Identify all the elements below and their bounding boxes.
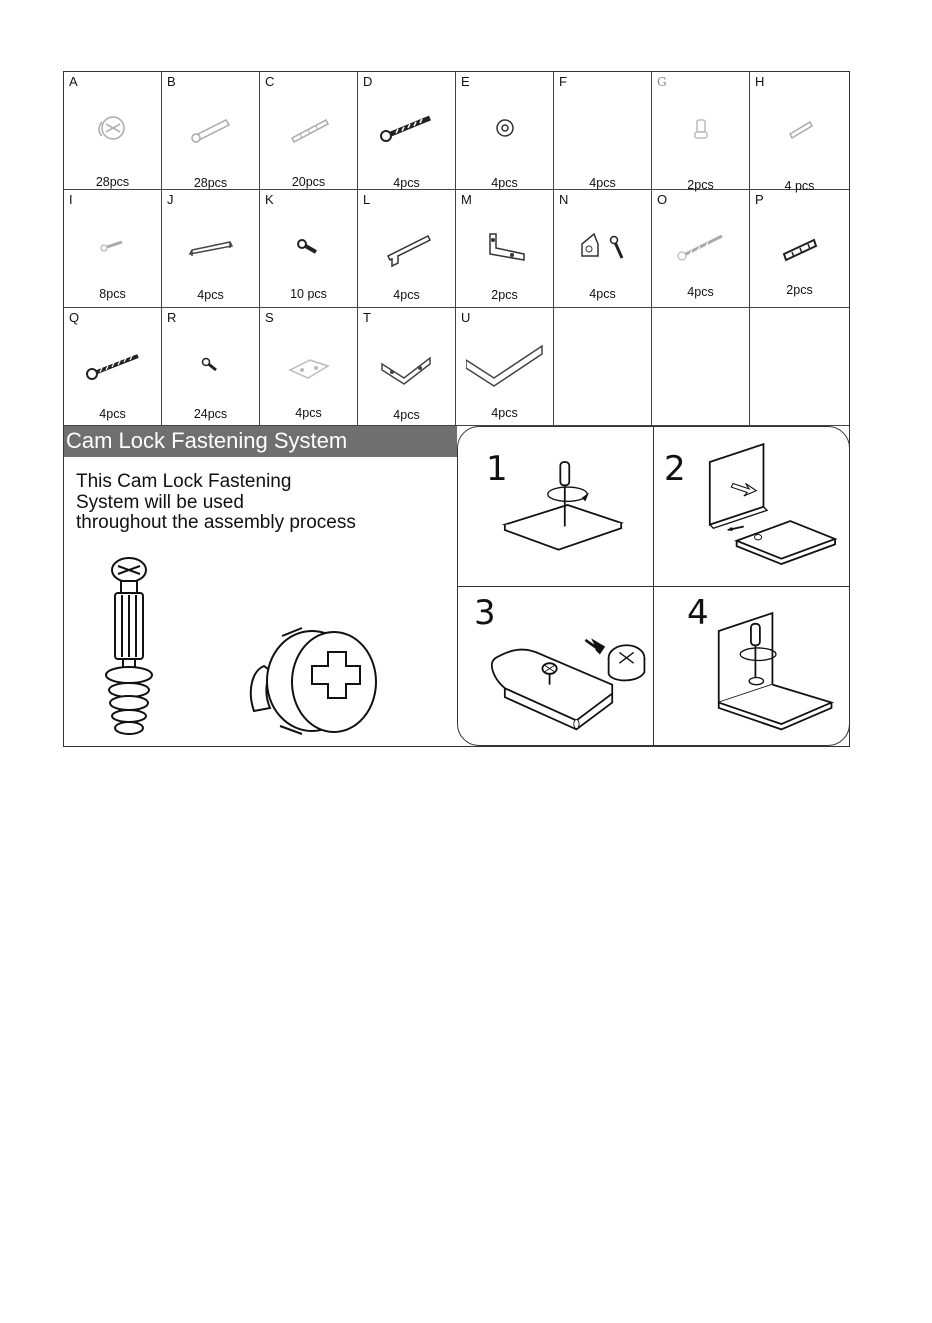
hardware-quantity: 10 pcs	[290, 287, 327, 301]
hardware-grid	[64, 72, 849, 426]
hardware-letter: T	[363, 310, 371, 325]
hardware-quantity: 4pcs	[393, 408, 420, 422]
step-number: 1	[486, 449, 508, 489]
hardware-item-r	[162, 308, 260, 426]
l-bracket-icon	[476, 214, 534, 276]
long-wood-screw-icon	[672, 214, 730, 276]
hardware-quantity: 4 pcs	[784, 179, 815, 193]
wall-plug-icon	[770, 214, 828, 276]
hardware-item-h	[750, 72, 849, 193]
join-panels-arrow-icon	[674, 439, 844, 579]
hardware-letter: N	[559, 192, 569, 207]
hardware-item-j	[162, 190, 260, 308]
hardware-item-f	[554, 72, 652, 190]
drawer-rail-bracket-icon	[378, 214, 436, 276]
hardware-item-i	[64, 190, 162, 308]
hardware-letter: G	[657, 75, 667, 89]
hardware-sheet	[63, 71, 850, 747]
hardware-letter: U	[461, 310, 471, 325]
assembly-step-4	[654, 587, 849, 746]
assembly-step-3	[458, 587, 654, 746]
hardware-item-e	[456, 72, 554, 190]
assembly-steps	[457, 426, 850, 746]
hardware-item-c	[260, 72, 358, 190]
insert-cam-lock-icon	[478, 599, 648, 739]
long-screw-icon	[378, 96, 436, 158]
handle-icon	[182, 214, 240, 276]
wood-screw-icon	[84, 332, 142, 394]
tighten-cam-lock-icon	[674, 599, 844, 739]
hardware-quantity: 4pcs	[491, 176, 518, 190]
cam-lock-description-line: throughout the assembly process	[76, 512, 356, 533]
hardware-letter: B	[167, 74, 176, 89]
hardware-quantity: 4pcs	[197, 288, 224, 302]
cam-bolt-icon	[182, 96, 240, 158]
hardware-item-u	[456, 308, 554, 426]
hardware-letter: K	[265, 192, 274, 207]
short-dowel-icon	[770, 96, 828, 158]
wood-dowel-icon	[280, 96, 338, 158]
hardware-letter: O	[657, 192, 668, 207]
hardware-letter: J	[167, 192, 174, 207]
hardware-letter: L	[363, 192, 371, 207]
short-screw-icon	[280, 214, 338, 276]
hardware-empty-cell	[750, 308, 849, 426]
hardware-quantity: 28pcs	[193, 176, 228, 190]
hardware-letter: C	[265, 74, 275, 89]
hardware-item-q	[64, 308, 162, 426]
hardware-quantity: 4pcs	[393, 288, 420, 302]
step-number: 3	[474, 593, 496, 633]
hardware-letter: F	[559, 74, 567, 89]
hardware-letter: E	[461, 74, 470, 89]
small-screw-icon	[84, 214, 142, 276]
hardware-quantity: 28pcs	[95, 175, 130, 189]
hardware-item-k	[260, 190, 358, 308]
cam-lock-title: Cam Lock Fastening System	[64, 426, 457, 457]
hardware-item-b	[162, 72, 260, 190]
empty-cell	[770, 332, 828, 394]
hardware-letter: Q	[69, 310, 80, 325]
hardware-quantity: 4pcs	[491, 406, 518, 420]
hardware-item-n	[554, 190, 652, 308]
large-corner-bracket-icon	[466, 332, 546, 394]
hardware-letter: A	[69, 74, 78, 89]
hardware-letter: S	[265, 310, 274, 325]
hardware-quantity: 2pcs	[687, 178, 714, 192]
hardware-letter: R	[167, 310, 177, 325]
hardware-quantity: 8pcs	[99, 287, 126, 301]
cam-lock-description-line: This Cam Lock Fastening	[76, 471, 292, 492]
hardware-item-a	[64, 72, 162, 190]
assembly-step-2	[654, 427, 849, 587]
hardware-letter: H	[755, 74, 765, 89]
hardware-item-l	[358, 190, 456, 308]
hardware-item-p	[750, 190, 849, 308]
blank-icon	[574, 96, 632, 158]
step-number: 2	[664, 449, 686, 489]
hardware-item-o	[652, 190, 750, 308]
hinge-plate-icon	[280, 332, 338, 394]
assembly-step-1	[458, 427, 654, 587]
round-washer-icon	[476, 96, 534, 158]
hardware-letter: D	[363, 74, 373, 89]
cam-lock-illustration-icon	[242, 616, 402, 746]
cam-lock-description	[76, 472, 436, 534]
step-number: 4	[687, 593, 709, 633]
hardware-letter: I	[69, 192, 73, 207]
screwdriver-into-panel-icon	[478, 439, 648, 579]
hardware-quantity: 2pcs	[491, 288, 518, 302]
cam-lock-panel	[64, 426, 457, 746]
hardware-quantity: 20pcs	[291, 175, 326, 189]
hardware-quantity: 4pcs	[99, 407, 126, 421]
hardware-item-d	[358, 72, 456, 190]
empty-cell	[574, 332, 632, 394]
hardware-empty-cell	[652, 308, 750, 426]
hardware-quantity: 2pcs	[786, 283, 813, 297]
cam-lock-description-line: System will be used	[76, 491, 244, 513]
corner-block-and-screw-icon	[574, 214, 632, 276]
hardware-quantity: 24pcs	[193, 407, 228, 421]
hardware-letter: P	[755, 192, 764, 207]
hardware-item-g	[652, 72, 750, 190]
hardware-quantity: 4pcs	[589, 176, 616, 190]
hardware-quantity: 4pcs	[687, 285, 714, 299]
hardware-quantity: 4pcs	[295, 406, 322, 420]
cam-lock-icon	[84, 96, 142, 158]
hardware-item-t	[358, 308, 456, 426]
hardware-empty-cell	[554, 308, 652, 426]
hardware-quantity: 4pcs	[393, 176, 420, 190]
hardware-item-m	[456, 190, 554, 308]
small-corner-bracket-icon	[378, 332, 436, 394]
hardware-quantity: 4pcs	[589, 287, 616, 301]
small-knob-icon	[672, 96, 730, 158]
cam-bolt-illustration-icon	[94, 554, 164, 744]
empty-cell	[672, 332, 730, 394]
hardware-letter: M	[461, 192, 472, 207]
tiny-screw-icon	[182, 332, 240, 394]
hardware-item-s	[260, 308, 358, 426]
